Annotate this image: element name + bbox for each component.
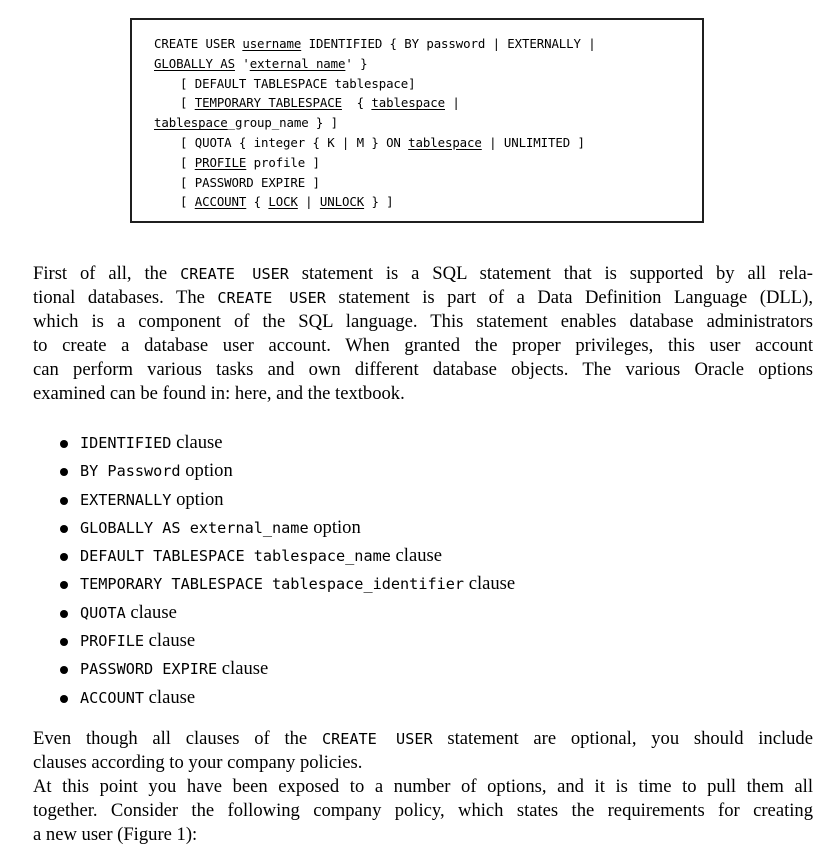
clause-list-item xyxy=(58,514,515,542)
paragraph-line xyxy=(33,823,813,847)
syntax-token: ' xyxy=(234,55,250,71)
paragraph-text: First of all, the xyxy=(33,263,181,284)
syntax-underlined-token: LOCK xyxy=(268,194,298,210)
syntax-token: [ QUOTA { integer { K | M } ON xyxy=(180,135,409,150)
clause-keyword: EXTERNALLY xyxy=(80,490,172,509)
paragraph-text: a new user (Figure 1): xyxy=(33,824,198,845)
paragraph-line xyxy=(33,310,813,334)
paragraph-text: Even though all clauses of the xyxy=(33,728,322,749)
syntax-token: [ xyxy=(180,154,195,170)
inline-code: CREATE USER xyxy=(321,730,433,748)
clause-list-item xyxy=(58,542,515,570)
syntax-underlined-token: tablespace xyxy=(408,135,482,150)
paragraph-text: together. Consider the following company policy, which states the requirements for creating xyxy=(33,800,813,821)
paragraph-line xyxy=(33,775,813,799)
clause-keyword: DEFAULT TABLESPACE tablespace_name xyxy=(80,547,391,566)
clause-list-item xyxy=(58,429,515,457)
syntax-underlined-token: tablespace xyxy=(154,115,228,131)
clause-list-item xyxy=(58,627,515,655)
syntax-token: [ xyxy=(180,194,195,210)
syntax-token: profile ] xyxy=(246,154,320,170)
clause-keyword: PROFILE xyxy=(80,632,145,651)
syntax-token: { xyxy=(246,194,269,210)
paragraph-text: examined can be found in: here, and the textbook. xyxy=(33,383,405,404)
bullet-dot-icon xyxy=(60,468,68,476)
syntax-token: CREATE USER xyxy=(154,36,243,51)
clause-list-item xyxy=(58,599,515,627)
clause-kind: clause xyxy=(171,432,223,453)
syntax-token: _group_name } ] xyxy=(227,115,339,131)
syntax-line xyxy=(154,34,596,54)
clause-kind: option xyxy=(171,488,224,510)
syntax-line xyxy=(180,74,416,94)
paragraph-line xyxy=(33,358,813,382)
syntax-underlined-token: tablespace xyxy=(371,95,445,111)
clause-kind: option xyxy=(180,460,233,482)
paragraph-line xyxy=(33,262,813,286)
clause-keyword: ACCOUNT xyxy=(80,688,145,707)
clause-list xyxy=(58,429,515,712)
clause-keyword: PASSWORD EXPIRE xyxy=(80,660,218,679)
syntax-token: | xyxy=(297,194,320,210)
clause-kind: clause xyxy=(144,630,196,652)
paragraph-line xyxy=(33,286,813,310)
paragraph-line xyxy=(33,727,813,751)
syntax-underlined-token: ACCOUNT xyxy=(194,194,247,210)
paragraph-text: clauses according to your company policies. xyxy=(33,752,363,773)
syntax-underlined-token: GLOBALLY AS xyxy=(154,55,235,71)
syntax-underlined-token: username xyxy=(242,36,302,51)
bullet-dot-icon xyxy=(60,666,68,674)
paragraph-line xyxy=(33,751,813,775)
paragraph-text: can perform various tasks and own different database objects. The various Oracle options xyxy=(33,359,813,380)
clause-list-item xyxy=(58,655,515,683)
intro-paragraph xyxy=(33,262,813,406)
paragraph-text: statement is a SQL statement that is supported by all rela- xyxy=(288,263,813,284)
bullet-dot-icon xyxy=(60,610,68,618)
paragraph-text: which is a component of the SQL language. This statement enables database administrators xyxy=(33,311,813,332)
inline-code: CREATE USER xyxy=(217,289,326,307)
bullet-dot-icon xyxy=(60,497,68,505)
inline-code: CREATE USER xyxy=(180,265,289,283)
clause-list-item xyxy=(58,684,515,712)
paragraph-text: to create a database user account. When granted the proper privileges, this user account xyxy=(33,335,813,356)
bullet-dot-icon xyxy=(60,638,68,646)
clause-kind: option xyxy=(308,516,361,538)
bullet-dot-icon xyxy=(60,525,68,533)
syntax-underlined-token: UNLOCK xyxy=(319,194,365,210)
syntax-token: [ PASSWORD EXPIRE ] xyxy=(180,174,320,190)
clause-kind: clause xyxy=(144,686,196,708)
paragraph-text: statement are optional, you should include xyxy=(432,728,813,749)
syntax-line xyxy=(180,133,585,153)
syntax-line xyxy=(154,113,338,133)
clause-list-item xyxy=(58,570,515,598)
syntax-token: { xyxy=(341,95,372,111)
clause-keyword: BY Password xyxy=(80,462,181,481)
clause-kind: clause xyxy=(125,601,177,623)
syntax-token: [ xyxy=(180,95,195,111)
syntax-token: | UNLIMITED ] xyxy=(481,135,585,150)
company-policy-paragraph xyxy=(33,775,813,847)
paragraph-text: tional databases. The xyxy=(33,287,218,308)
paragraph-text: At this point you have been exposed to a number of options, and it is time to pull them all xyxy=(33,776,813,797)
syntax-token: } ] xyxy=(364,194,394,210)
clause-keyword: GLOBALLY AS external_name xyxy=(80,518,309,537)
clause-keyword: QUOTA xyxy=(80,603,126,622)
syntax-line xyxy=(180,153,320,173)
clause-kind: clause xyxy=(464,573,516,595)
syntax-token: | xyxy=(445,95,460,111)
clause-list-item xyxy=(58,457,515,485)
syntax-box xyxy=(130,18,704,223)
syntax-underlined-token: TEMPORARY TABLESPACE xyxy=(194,95,342,111)
clause-kind: clause xyxy=(217,658,269,680)
syntax-line xyxy=(180,173,320,193)
clause-kind: clause xyxy=(390,545,442,567)
clause-keyword: TEMPORARY TABLESPACE tablespace_identifier xyxy=(80,575,465,594)
clause-keyword: IDENTIFIED xyxy=(80,434,172,452)
syntax-line xyxy=(180,192,394,212)
syntax-token: [ DEFAULT TABLESPACE tablespace] xyxy=(180,75,416,91)
paragraph-line xyxy=(33,382,813,406)
paragraph-line xyxy=(33,799,813,823)
clause-list-item xyxy=(58,486,515,514)
syntax-underlined-token: PROFILE xyxy=(194,154,247,170)
optional-clauses-paragraph xyxy=(33,727,813,775)
bullet-dot-icon xyxy=(60,553,68,561)
syntax-token: ' } xyxy=(345,55,368,71)
paragraph-line xyxy=(33,334,813,358)
syntax-line xyxy=(154,54,367,74)
syntax-underlined-token: external_name xyxy=(249,55,346,71)
bullet-dot-icon xyxy=(60,581,68,589)
syntax-line xyxy=(180,93,460,113)
paragraph-text: statement is part of a Data Definition Language (DLL), xyxy=(325,287,813,308)
bullet-dot-icon xyxy=(60,695,68,703)
bullet-dot-icon xyxy=(60,440,68,448)
syntax-token: IDENTIFIED { BY password | EXTERNALLY | xyxy=(301,36,596,51)
